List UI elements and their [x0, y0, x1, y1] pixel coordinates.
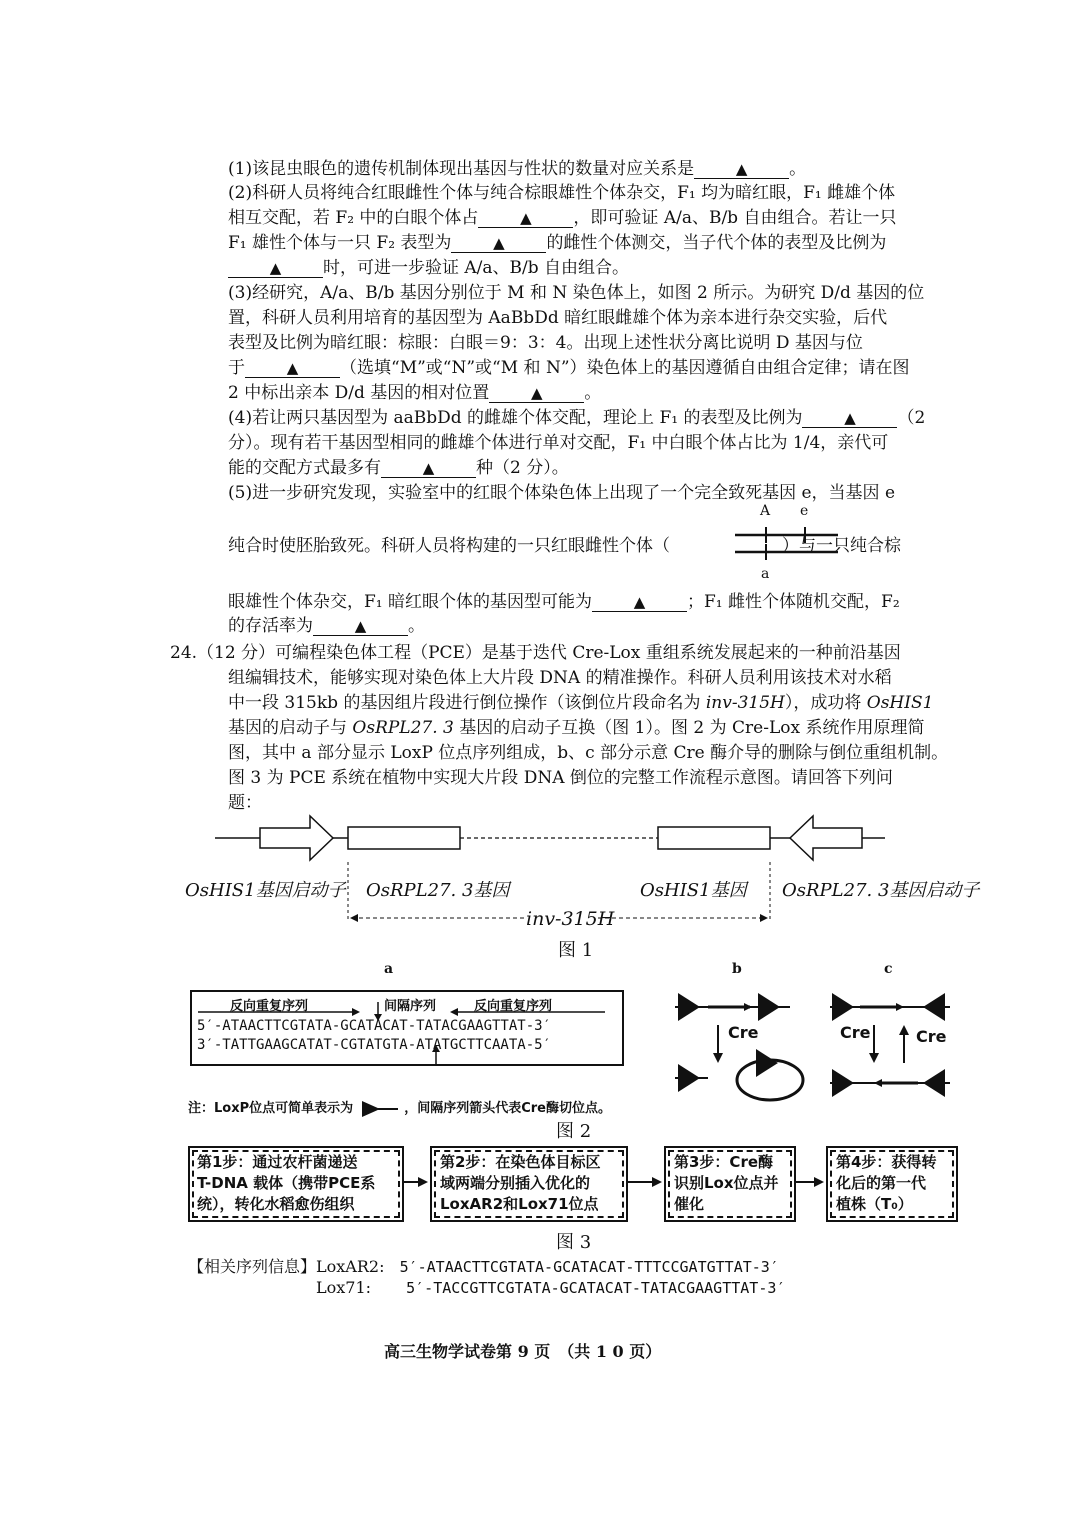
q23-part4-line1: (4)若让两只基因型为 aaBbDd 的雌雄个体交配，理论上 F₁ 的表型及比例为 ▲ （2 [228, 408, 926, 428]
step1-line2: T-DNA 载体（携带PCE系 [197, 1174, 376, 1192]
step2-line1: 第2步：在染色体目标区 [440, 1153, 601, 1171]
answer-blank: ▲ [478, 209, 573, 228]
b-loxp-product [678, 1064, 700, 1092]
step1-line3: 统），转化水稻愈伤组织 [197, 1195, 355, 1213]
q23-part2-line2: 相互交配，若 F₂ 中的白眼个体占 ▲ ，即可验证 A/a、B/b 自由组合。若让一只 [228, 208, 897, 228]
q23-part3-line4: 于 ▲ （选填“M”或“N”或“M 和 N”）染色体上的基因遵循自由组合定律；请在图 [228, 358, 910, 378]
allele-A-label: A [760, 503, 771, 519]
answer-blank: ▲ [313, 617, 408, 636]
fig1-span-label: inv-315H [526, 908, 615, 930]
q23-part1: (1)该昆虫眼色的遗传机制体现出基因与性状的数量对应关系是 ▲ 。 [228, 159, 807, 179]
flow-arrowhead-2 [652, 1177, 662, 1187]
q23-part2-line3: F₁ 雄性个体与一只 F₂ 表型为 ▲ 的雌性个体测交，当子代个体的表型及比例为 [228, 233, 887, 253]
seq-info-line1: 【相关序列信息】LoxAR2: 5′-ATAACTTCGTATA-GCATACAT-TTTCCGATGTTAT-3′ [188, 1257, 779, 1276]
c-cre-up-head [899, 1025, 909, 1035]
b-cre-arrowhead [713, 1053, 723, 1063]
answer-blank: ▲ [489, 384, 584, 403]
figure-2 [0, 955, 1080, 1145]
cre-label-c-left: Cre [840, 1023, 871, 1042]
q23-part3-line3: 表型及比例为暗红眼：棕眼：白眼＝9：3：4。出现上述性状分离比说明 D 基因与位 [228, 333, 863, 353]
c-loxp-left [832, 993, 854, 1021]
q24-line1: 24.（12 分）可编程染色体工程（PCE）是基于迭代 Cre-Lox 重组系统发展起来的一种前沿基因 [170, 643, 901, 663]
allele-e-label: e [800, 503, 809, 519]
fig1-label-oshis1-gene: OsHIS1基因 [640, 880, 747, 901]
fig3-caption: 图 3 [556, 1232, 592, 1253]
fig2-panel-c-label: c [884, 961, 893, 977]
right-repeat-arrowhead [450, 1008, 458, 1016]
answer-blank: ▲ [245, 359, 340, 378]
loxp-seq-bottom: 3′-TATTGAAGCATAT-CGTATGTA-ATATGCTTCAATA-5′ [197, 1037, 552, 1053]
figure-1 [180, 810, 1000, 960]
seq-info-line2: Lox71: 5′-TACCGTTCGTATA-GCATACAT-TATACGAAGTTAT-3′ [316, 1278, 786, 1297]
q24-line5: 图，其中 a 部分显示 LoxP 位点序列组成，b、c 部分示意 Cre 酶介导的删除与倒位重组机制。 [228, 743, 949, 763]
b-loxp-right [758, 993, 780, 1021]
q23-part3-line2: 置，科研人员利用培育的基因型为 AaBbDd 暗红眼雌雄个体为亲本进行杂交实验，后代 [228, 308, 888, 328]
q23-part3-line5: 2 中标出亲本 D/d 基因的相对位置 ▲ 。 [228, 383, 602, 403]
b-circle-loxp [756, 1049, 778, 1077]
answer-blank: ▲ [228, 259, 323, 278]
answer-blank: ▲ [592, 593, 687, 612]
q23-part3-line1: (3)经研究，A/a、B/b 基因分别位于 M 和 N 染色体上，如图 2 所示。为研究 D/d 基因的位 [228, 283, 925, 303]
repeat-label-right: 反向重复序列 [474, 999, 553, 1014]
flow-arrows-svg [0, 1140, 1080, 1230]
c-loxp-bottom-left [832, 1069, 854, 1097]
q24-line4: 基因的启动子与 OsRPL27. 3 基因的启动子互换（图 1）。图 2 为 Cre-Lox 系统作用原理简 [228, 718, 925, 738]
step3-line1: 第3步：Cre酶 [674, 1153, 774, 1171]
q23-part4-line2: 分）。现有若干基因型相同的雌雄个体进行单对交配，F₁ 中白眼个体占比为 1/4，亲代可 [228, 433, 889, 453]
b-loxp-left [678, 993, 700, 1021]
fig1-caption: 图 1 [558, 940, 594, 961]
b-spacer-head [744, 1003, 752, 1011]
flow-arrowhead-3 [814, 1177, 824, 1187]
fig2-caption: 图 2 [556, 1121, 592, 1142]
span-left-arrowhead [350, 914, 358, 922]
answer-blank: ▲ [694, 160, 789, 179]
figure-3 [0, 1140, 1080, 1260]
answer-blank: ▲ [802, 409, 897, 428]
answer-blank: ▲ [451, 234, 546, 253]
cre-label-c-right: Cre [916, 1027, 947, 1046]
step1-line1: 第1步：通过农杆菌递送 [197, 1153, 358, 1171]
q23-part2-line4: ▲ 时，可进一步验证 A/a、B/b 自由组合。 [228, 257, 629, 279]
page-footer: 高三生物学试卷第 9 页 （共 1 0 页） [384, 1342, 662, 1361]
osrpl27-promoter-arrow [790, 816, 862, 860]
answer-blank: ▲ [381, 459, 476, 478]
spacer-label: 间隔序列 [384, 999, 437, 1014]
q23-part5-line4: 的存活率为 ▲ 。 [228, 616, 425, 636]
c-spacer-top-head [896, 1003, 904, 1011]
q24-line6: 图 3 为 PCE 系统在植物中实现大片段 DNA 倒位的完整工作流程示意图。请回答下列问 [228, 768, 893, 788]
c-loxp-bottom-right [923, 1069, 945, 1097]
oshis1-gene-box [658, 827, 770, 849]
fig1-label-osrpl27-gene: OsRPL27. 3基因 [366, 880, 510, 901]
c-cre-down-head [869, 1053, 879, 1063]
q24-line3: 中一段 315kb 的基因组片段进行倒位操作（该倒位片段命名为 inv-315H），成功将 OsHIS1 [228, 693, 934, 713]
q23-part5-line1: (5)进一步研究发现，实验室中的红眼个体染色体上出现了一个完全致死基因 e，当基因 e [228, 483, 896, 503]
flow-arrowhead-1 [418, 1177, 428, 1187]
q23-part5-line2: 纯合时使胚胎致死。科研人员将构建的一只红眼雌性个体（ ）与一只纯合棕 [228, 536, 901, 556]
q23-part2-line1: (2)科研人员将纯合红眼雌性个体与纯合棕眼雄性个体杂交，F₁ 均为暗红眼，F₁ 雌雄个体 [228, 183, 896, 203]
question-24 [170, 0, 990, 820]
osrpl27-gene-box [348, 827, 460, 849]
loxp-seq-top: 5′-ATAACTTCGTATA-GCATACAT-TATACGAAGTTAT-3′ [197, 1018, 552, 1034]
cre-label-b: Cre [728, 1023, 759, 1042]
q24-line2: 组编辑技术，能够实现对染色体上大片段 DNA 的精准操作。科研人员利用该技术对水稻 [228, 668, 892, 688]
step3-line2: 识别Lox位点并 [674, 1174, 779, 1192]
loxp-symbol-icon [358, 1099, 400, 1119]
repeat-label-left: 反向重复序列 [230, 999, 309, 1014]
fig2-panel-b-label: b [732, 961, 742, 977]
span-right-arrowhead [760, 914, 768, 922]
step2-line3: LoxAR2和Lox71位点 [440, 1195, 599, 1213]
c-loxp-right-inverted [923, 993, 945, 1021]
q24-line7: 题： [228, 793, 262, 813]
fig1-label-osrpl27-promoter: OsRPL27. 3基因启动子 [782, 880, 980, 901]
oshis1-promoter-arrow [260, 816, 333, 860]
step3-line3: 催化 [674, 1195, 705, 1213]
step4-line1: 第4步：获得转 [836, 1153, 937, 1171]
step4-line3: 植株（T₀） [836, 1195, 913, 1213]
fig1-label-oshis1-promoter: OsHIS1基因启动子 [185, 880, 346, 901]
fig2-panel-a-label: a [384, 961, 394, 977]
left-repeat-arrowhead [352, 1008, 360, 1016]
allele-a-label: a [761, 566, 770, 582]
step2-line2: 域两端分别插入优化的 [440, 1174, 591, 1192]
c-spacer-bottom-head [874, 1079, 882, 1087]
step4-line2: 化后的第一代 [836, 1174, 927, 1192]
q23-part4-line3: 能的交配方式最多有 ▲ 种（2 分）。 [228, 458, 569, 478]
q23-part5-line3: 眼雄性个体杂交，F₁ 暗红眼个体的基因型可能为 ▲ ；F₁ 雌性个体随机交配，F₂ [228, 592, 900, 612]
cre-recombination-svg [660, 983, 970, 1113]
fig2-note: 注：LoxP位点可简单表示为 ，间隔序列箭头代表Cre酶切位点。 [188, 1097, 611, 1119]
